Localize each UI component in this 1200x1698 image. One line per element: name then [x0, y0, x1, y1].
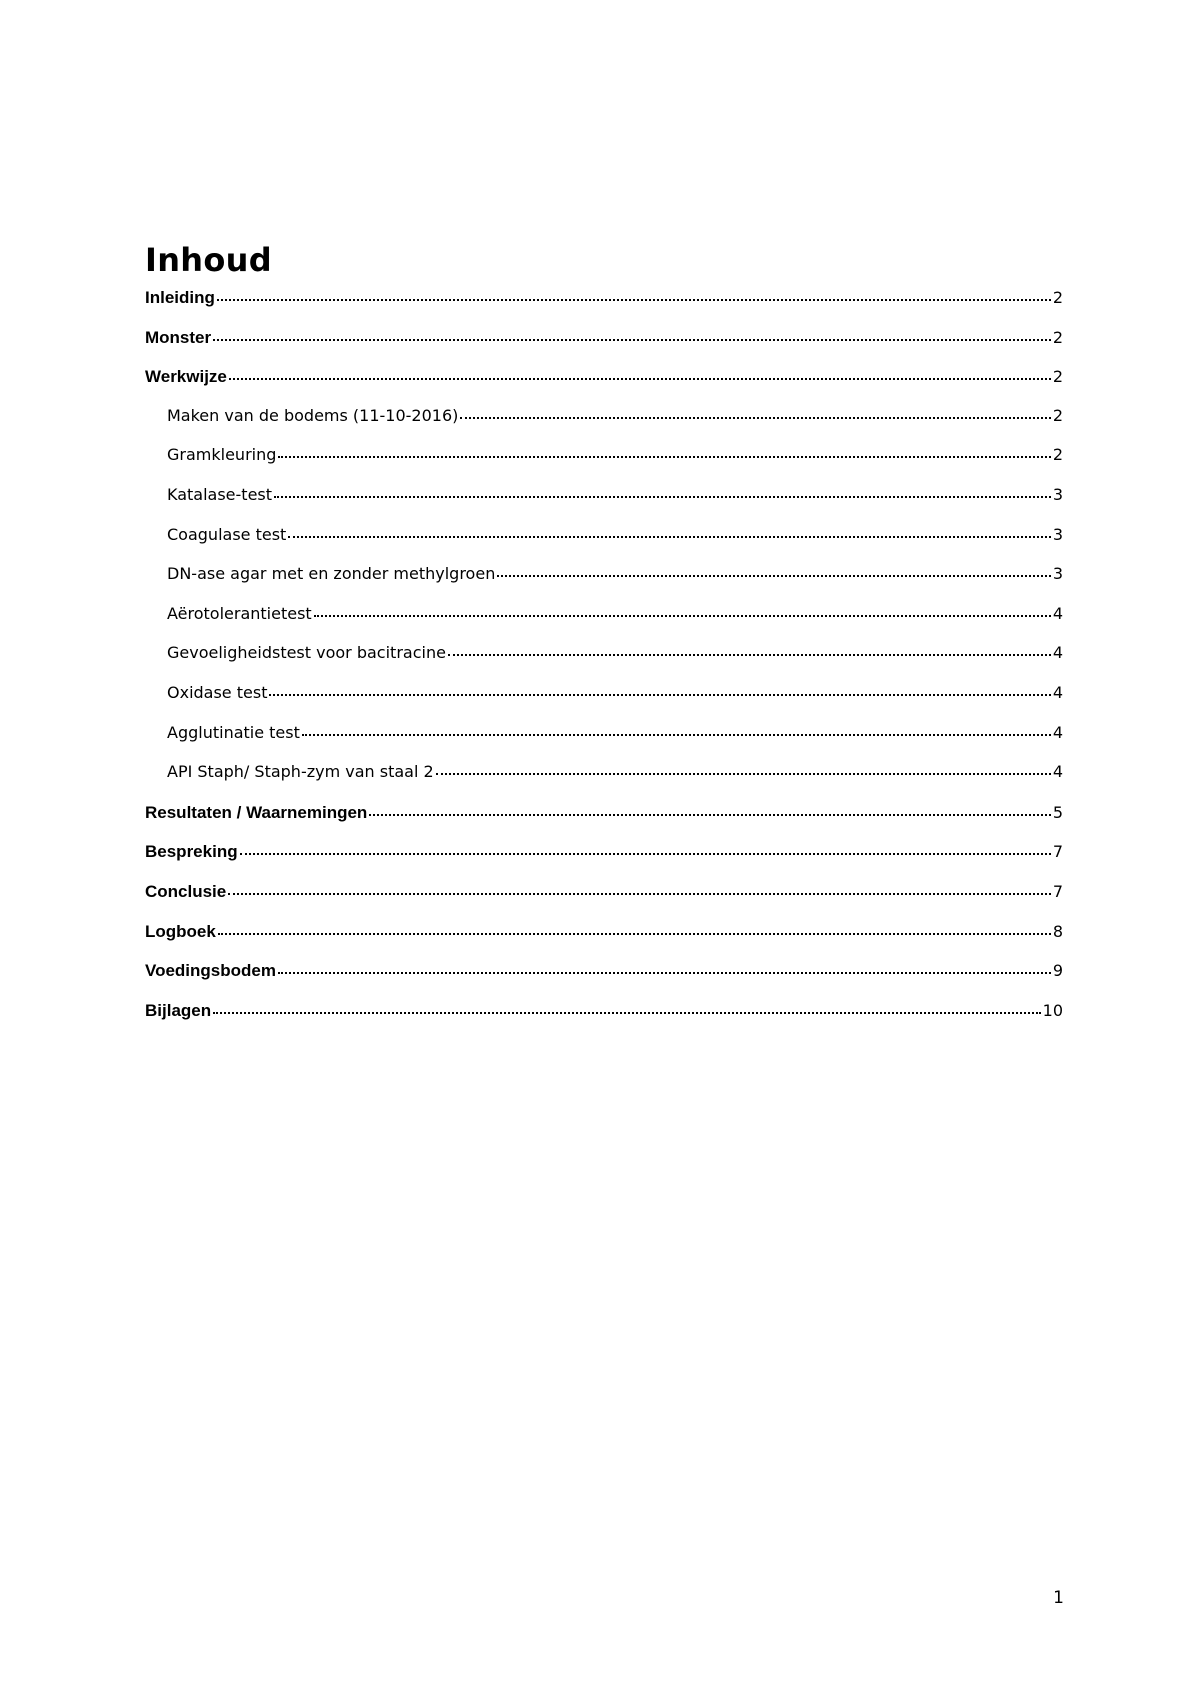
- toc-entry-page: 9: [1052, 961, 1063, 981]
- toc-dot-leader: [228, 880, 1051, 897]
- toc-entry-page: 2: [1052, 327, 1063, 347]
- toc-entry-title: Logboek: [145, 921, 216, 941]
- toc-entry[interactable]: [145, 405, 1063, 445]
- toc-entry-title: Inleiding: [145, 288, 215, 307]
- table-of-contents: [145, 240, 1063, 1038]
- toc-dot-leader: [217, 286, 1051, 303]
- toc-entry[interactable]: [145, 484, 1063, 524]
- toc-dot-leader: [213, 999, 1041, 1016]
- toc-entry[interactable]: [145, 920, 1063, 960]
- toc-entry-title: Resultaten / Waarnemingen: [145, 802, 368, 822]
- toc-entry-title: Conclusie: [145, 881, 227, 901]
- toc-dot-leader: [460, 405, 1050, 421]
- toc-entry[interactable]: [145, 840, 1063, 880]
- toc-entry-page: 4: [1052, 722, 1063, 742]
- toc-entry-title: Voedingsbodem: [145, 961, 276, 981]
- toc-entry[interactable]: [145, 959, 1063, 999]
- toc-entry[interactable]: [145, 642, 1063, 682]
- toc-dot-leader: [369, 801, 1051, 818]
- toc-entry[interactable]: [145, 444, 1063, 484]
- toc-entry-title: Coagulase test: [167, 524, 287, 544]
- toc-entry-page: 7: [1052, 881, 1063, 901]
- toc-entry[interactable]: [145, 524, 1063, 564]
- page-number: 1: [1053, 1588, 1064, 1608]
- toc-entry[interactable]: [145, 999, 1063, 1039]
- toc-entry-page: 8: [1052, 921, 1063, 941]
- toc-entry-title: Bespreking: [145, 842, 238, 862]
- toc-dot-leader: [497, 563, 1050, 579]
- toc-dot-leader: [218, 920, 1051, 937]
- toc-entry-title: Maken van de bodems (11-10-2016): [167, 405, 459, 425]
- toc-entry[interactable]: [145, 286, 1063, 326]
- toc-entry[interactable]: [145, 722, 1063, 762]
- toc-dot-leader: [288, 524, 1051, 540]
- toc-entry[interactable]: [145, 801, 1063, 841]
- toc-entry-title: Gevoeligheidstest voor bacitracine: [167, 643, 446, 663]
- toc-entry-title: Gramkleuring: [167, 445, 277, 465]
- toc-entry[interactable]: [145, 326, 1063, 366]
- toc-heading: Inhoud: [145, 241, 272, 279]
- toc-entry-title: API Staph/ Staph-zym van staal 2: [167, 762, 434, 782]
- toc-entry-page: 2: [1052, 367, 1063, 387]
- toc-dot-leader: [302, 722, 1051, 738]
- toc-entry-title: Katalase-test: [167, 484, 273, 504]
- toc-entry[interactable]: [145, 761, 1063, 801]
- toc-dot-leader: [269, 682, 1050, 698]
- toc-entry-page: 3: [1052, 484, 1063, 504]
- toc-dot-leader: [448, 642, 1051, 658]
- toc-entry-page: 3: [1052, 524, 1063, 544]
- toc-entry-title: Monster: [145, 327, 212, 347]
- toc-entry-page: 10: [1042, 1000, 1063, 1020]
- toc-entry-page: 7: [1052, 842, 1063, 862]
- toc-entry[interactable]: [145, 563, 1063, 603]
- toc-entry-title: Aërotolerantietest: [167, 603, 312, 623]
- toc-dot-leader: [314, 603, 1051, 619]
- toc-entry-title: Bijlagen: [145, 1000, 212, 1020]
- toc-entry-title: Agglutinatie test: [167, 722, 300, 742]
- toc-entry-page: 4: [1052, 682, 1063, 702]
- toc-entry-page: 2: [1052, 405, 1063, 425]
- toc-entry-page: 4: [1052, 643, 1063, 663]
- toc-entry[interactable]: [145, 365, 1063, 405]
- toc-dot-leader: [240, 840, 1051, 857]
- toc-entry-title: Oxidase test: [167, 682, 268, 702]
- toc-entry[interactable]: [145, 603, 1063, 643]
- toc-entry-page: 2: [1052, 445, 1063, 465]
- toc-entry-title: Werkwijze: [145, 367, 227, 387]
- toc-dot-leader: [274, 484, 1051, 500]
- toc-entry-page: 4: [1052, 603, 1063, 623]
- toc-list: [145, 286, 1063, 1038]
- toc-entry-page: 5: [1052, 802, 1063, 822]
- toc-entry-title: DN-ase agar met en zonder methylgroen: [167, 564, 496, 584]
- toc-dot-leader: [229, 365, 1051, 382]
- toc-entry-page: 2: [1052, 288, 1063, 307]
- toc-entry[interactable]: [145, 880, 1063, 920]
- toc-dot-leader: [278, 959, 1051, 976]
- toc-dot-leader: [436, 761, 1051, 777]
- toc-entry-page: 4: [1052, 762, 1063, 782]
- toc-entry-page: 3: [1052, 564, 1063, 584]
- toc-dot-leader: [213, 326, 1051, 343]
- toc-dot-leader: [278, 444, 1050, 460]
- toc-entry[interactable]: [145, 682, 1063, 722]
